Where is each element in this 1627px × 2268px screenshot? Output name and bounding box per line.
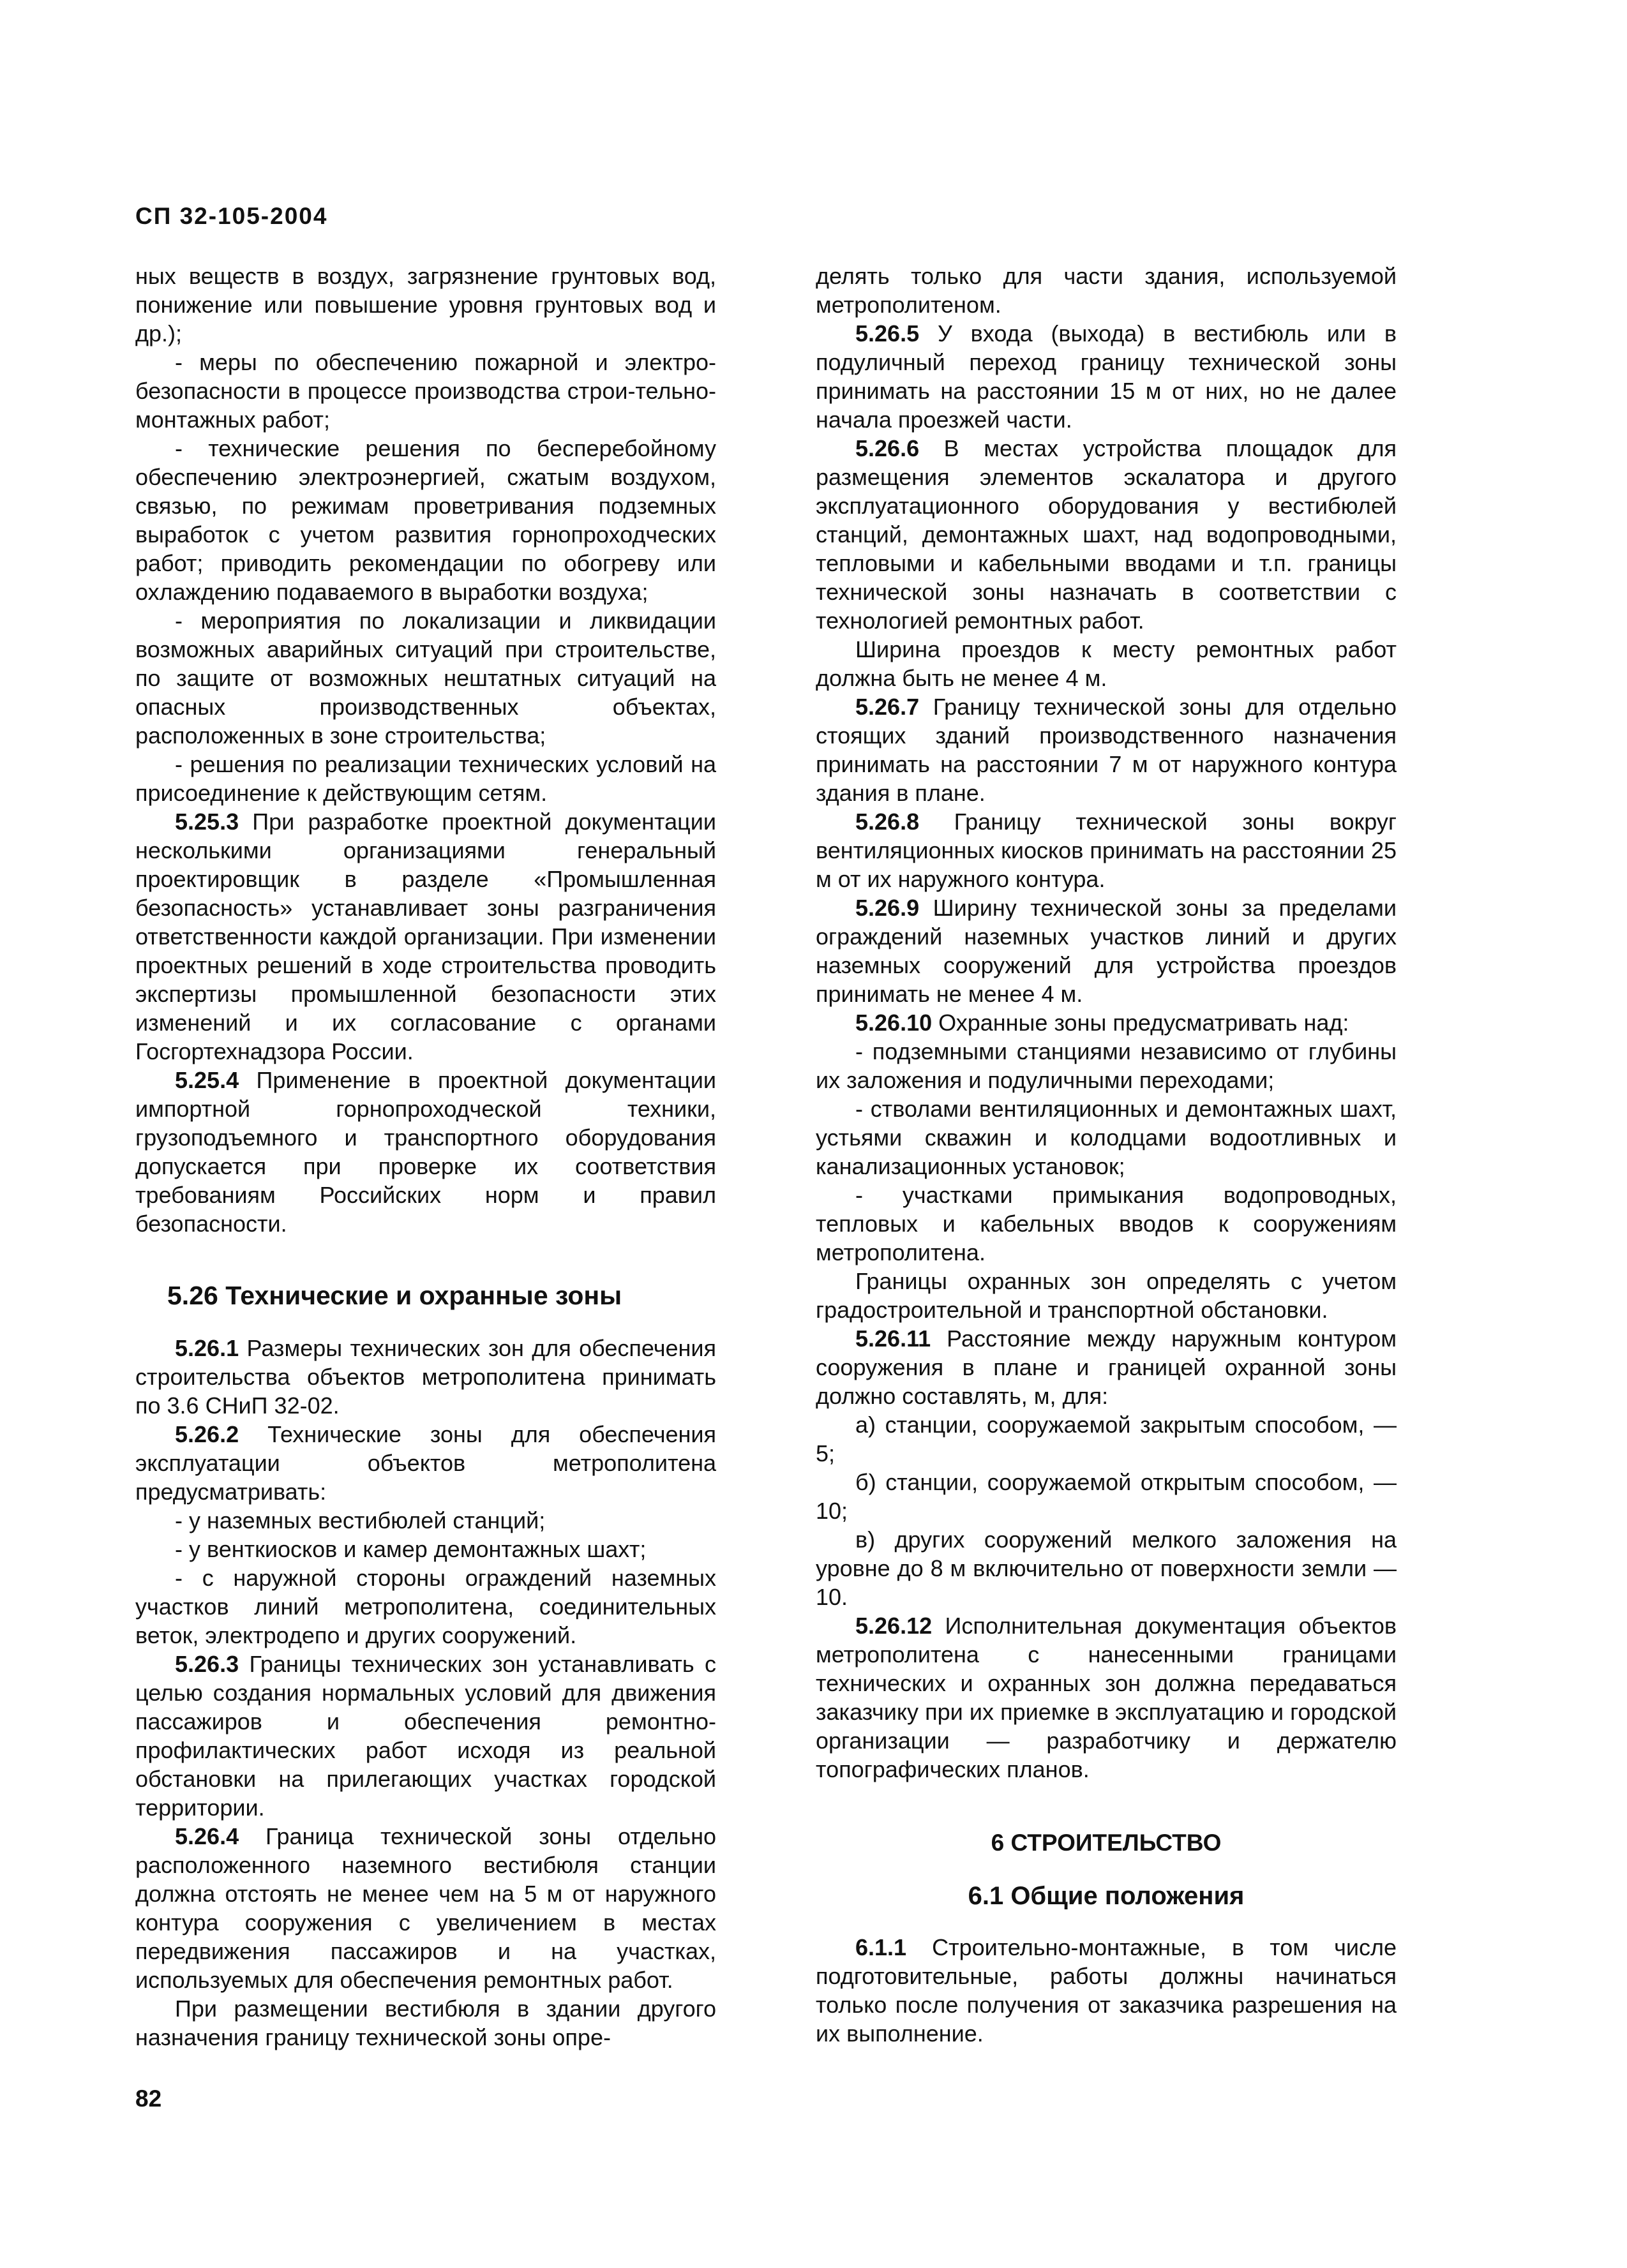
- paragraph: [135, 1506, 716, 1535]
- paragraph-text: Ширину технической зоны за пределами ограждений наземных участков линий и других наземных сооружений для устройства проездов принимать не менее 4 м.: [816, 895, 1397, 1007]
- paragraph-text: В местах устройства площадок для размещения элементов эскалатора и другого эксплуатационного оборудования у вестибюлей станций, демонтажных шахт, над водопроводными, тепловыми и кабельными вводами и т.п. границы технической зоны назначать в соответствии с технологией ремонтных работ.: [816, 435, 1397, 634]
- paragraph-text: - решения по реализации технических условий на присоединение к действующим сетям.: [135, 751, 716, 806]
- paragraph-text: Строительно-монтажные, в том числе подготовительные, работы должны начинаться только после получения от заказчика разрешения на их выполнение.: [816, 1934, 1397, 2047]
- paragraph: [816, 1933, 1397, 2048]
- paragraph-text: в) других сооружений мелкого заложения на уровне до 8 м включительно от поверхности земли — 10.: [816, 1526, 1397, 1610]
- page-number: 82: [135, 2085, 162, 2112]
- paragraph: [816, 1037, 1397, 1094]
- paragraph-text: Размеры технических зон для обеспечения строительства объектов метрополитена принимать по 3.6 СНиП 32-02.: [135, 1335, 716, 1419]
- paragraph-text: ных веществ в воздух, загрязнение грунтовых вод, понижение или повышение уровня грунтовых вод и др.);: [135, 263, 716, 347]
- paragraph: [816, 893, 1397, 1008]
- paragraph: [135, 1334, 716, 1420]
- paragraph-text: При размещении вестибюля в здании другого назначения границу технической зоны опре-: [135, 1996, 716, 2050]
- paragraph-text: - технические решения по бесперебойному обеспечению электроэнергией, сжатым воздухом, связью, по режимам проветривания подземных выработок с учетом развития горнопроходческих работ; приводить рекомендации по обогреву или охлаждению подаваемого в выработки воздуха;: [135, 435, 716, 605]
- right-column: [816, 262, 1397, 2048]
- paragraph-text: Границы технических зон устанавливать с целью создания нормальных условий для движения пассажиров и обеспечения ремонтно-профилактических работ исходя из реальной обстановки на прилегающих участках городской территории.: [135, 1651, 716, 1821]
- paragraph-text: Расстояние между наружным контуром сооружения в плане и границей охранной зоны должно составлять, м, для:: [816, 1325, 1397, 1409]
- right-paragraphs-a: [816, 262, 1397, 1784]
- paragraph-text: - у наземных вестибюлей станций;: [175, 1507, 546, 1533]
- document-code-header: СП 32-105-2004: [135, 203, 328, 229]
- paragraph: [816, 1094, 1397, 1181]
- paragraph: [816, 1181, 1397, 1267]
- paragraph-text: б) станции, сооружаемой открытым способом, — 10;: [816, 1469, 1397, 1524]
- paragraph-text: - участками примыкания водопроводных, тепловых и кабельных вводов к сооружениям метрополитена.: [816, 1182, 1397, 1265]
- paragraph: [816, 807, 1397, 893]
- paragraph-text: Граница технической зоны отдельно расположенного наземного вестибюля станции должна отстоять не менее чем на 5 м от наружного контура сооружения с увеличением в местах передвижения пассажиров и на участках, используемых для обеспечения ремонтных работ.: [135, 1823, 716, 1993]
- paragraph-text: Исполнительная документация объектов метрополитена с нанесенными границами технических и охранных зон должна передаваться заказчику при их приемке в эксплуатацию и городской организации — разработчику и держателю топографических планов.: [816, 1613, 1397, 1782]
- clause-number: 6.1.1: [855, 1934, 907, 1960]
- paragraph-text: делять только для части здания, используемой метрополитеном.: [816, 263, 1397, 318]
- paragraph-text: - подземными станциями независимо от глубины их заложения и подуличными переходами;: [816, 1038, 1397, 1093]
- paragraph: [135, 606, 716, 750]
- paragraph-text: - с наружной стороны ограждений наземных участков линий метрополитена, соединительных веток, электродепо и других сооружений.: [135, 1565, 716, 1648]
- paragraph: [135, 1994, 716, 2052]
- paragraph-text: - у венткиосков и камер демонтажных шахт;: [175, 1536, 647, 1562]
- paragraph: [816, 635, 1397, 692]
- paragraph-text: Границы охранных зон определять с учетом градостроительной и транспортной обстановки.: [816, 1268, 1397, 1323]
- paragraph-text: При разработке проектной документации несколькими организациями генеральный проектировщик в разделе «Промышленная безопасность» устанавливает зоны разграничения ответственности каждой организации. При изменении проектных решений в ходе строительства проводить экспертизы промышленной безопасности этих изменений и их согласование с органами Госгортехнадзора России.: [135, 809, 716, 1064]
- paragraph: [135, 262, 716, 348]
- clause-number: 5.26.6: [855, 435, 920, 461]
- clause-number: 5.26.4: [175, 1823, 239, 1849]
- paragraph-text: - стволами вентиляционных и демонтажных шахт, устьями скважин и колодцами водоотливных и канализационных установок;: [816, 1096, 1397, 1179]
- paragraph: [135, 1650, 716, 1822]
- paragraph: [816, 1611, 1397, 1784]
- paragraph-text: Границу технической зоны вокруг вентиляционных киосков принимать на расстоянии 25 м от их наружного контура.: [816, 809, 1397, 892]
- paragraph: [135, 1066, 716, 1238]
- clause-number: 5.26.3: [175, 1651, 239, 1677]
- clause-number: 5.26.2: [175, 1421, 239, 1447]
- clause-number: 5.26.1: [175, 1335, 239, 1361]
- paragraph: [816, 692, 1397, 807]
- right-paragraphs-b: [816, 1933, 1397, 2048]
- paragraph: [135, 807, 716, 1066]
- clause-number: 5.26.9: [855, 895, 920, 921]
- paragraph-text: - мероприятия по локализации и ликвидации возможных аварийных ситуаций при строительстве, по защите от возможных нештатных ситуаций на опасных производственных объектах, расположенных в зоне строительства;: [135, 608, 716, 749]
- paragraph: [135, 1822, 716, 1994]
- paragraph: [816, 319, 1397, 434]
- paragraph-text: Охранные зоны предусматривать над:: [938, 1010, 1349, 1036]
- paragraph-text: Технические зоны для обеспечения эксплуатации объектов метрополитена предусматривать:: [135, 1421, 716, 1505]
- left-column: [135, 262, 716, 2052]
- section-6-heading: 6 СТРОИТЕЛЬСТВО: [991, 1830, 1222, 1856]
- clause-number: 5.26.12: [855, 1613, 933, 1639]
- paragraph: [135, 1563, 716, 1650]
- clause-number: 5.25.4: [175, 1067, 239, 1093]
- paragraph-text: - меры по обеспечению пожарной и электро-безопасности в процессе производства строи-тельно-монтажных работ;: [135, 349, 716, 433]
- paragraph-text: а) станции, сооружаемой закрытым способом, —5;: [816, 1412, 1397, 1466]
- left-paragraphs-b: [135, 1334, 716, 2052]
- clause-number: 5.26.11: [855, 1325, 931, 1352]
- paragraph-text: Границу технической зоны для отдельно стоящих зданий производственного назначения принимать на расстоянии 7 м от наружного контура здания в плане.: [816, 694, 1397, 806]
- paragraph-text: Ширина проездов к месту ремонтных работ должна быть не менее 4 м.: [816, 636, 1397, 691]
- paragraph: [135, 1420, 716, 1506]
- paragraph-text: Применение в проектной документации импортной горнопроходческой техники, грузоподъемного и транспортного оборудования допускается при проверке их соответствия требованиям Российских норм и правил безопасности.: [135, 1067, 716, 1237]
- paragraph: [816, 1525, 1397, 1611]
- clause-number: 5.26.10: [855, 1010, 933, 1036]
- paragraph: [816, 1008, 1397, 1037]
- paragraph: [816, 1267, 1397, 1324]
- section-5-26-heading: 5.26 Технические и охранные зоны: [167, 1281, 622, 1310]
- paragraph: [816, 434, 1397, 635]
- paragraph: [135, 1535, 716, 1563]
- clause-number: 5.26.7: [855, 694, 920, 720]
- left-paragraphs-a: [135, 262, 716, 1238]
- clause-number: 5.26.5: [855, 320, 920, 347]
- section-6-1-heading: 6.1 Общие положения: [968, 1882, 1245, 1910]
- paragraph-text: У входа (выхода) в вестибюль или в подуличный переход границу технической зоны принимать на расстоянии 15 м от них, но не далее начала проезжей части.: [816, 320, 1397, 433]
- paragraph: [135, 348, 716, 434]
- paragraph: [816, 262, 1397, 319]
- clause-number: 5.25.3: [175, 809, 239, 835]
- paragraph: [816, 1468, 1397, 1525]
- clause-number: 5.26.8: [855, 809, 920, 835]
- paragraph: [816, 1324, 1397, 1410]
- paragraph: [135, 434, 716, 606]
- paragraph: [816, 1410, 1397, 1468]
- paragraph: [135, 750, 716, 807]
